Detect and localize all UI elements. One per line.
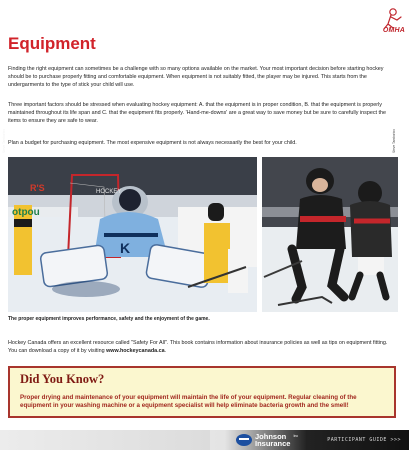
svg-text:otpou: otpou <box>12 207 40 218</box>
sponsor-line-1: Johnson <box>255 432 287 441</box>
johnson-insurance-icon <box>236 434 252 446</box>
page-title: Equipment <box>8 34 96 53</box>
callout-title: Did You Know? <box>20 372 105 386</box>
resource-paragraph <box>8 340 396 355</box>
page-footer <box>0 430 409 450</box>
svg-text:HOCKEY: HOCKEY <box>96 189 122 195</box>
photo-caption: The proper equipment improves performance, safety and the enjoyment of the game. <box>8 316 210 322</box>
omha-wordmark: OMHA <box>382 27 405 34</box>
sponsor-name <box>255 433 290 447</box>
goalie-photo <box>8 157 257 312</box>
svg-text:K: K <box>120 240 131 256</box>
photo-credit-right: Steve Tamborino <box>392 129 396 153</box>
svg-text:R'S: R'S <box>30 183 45 193</box>
factors-paragraph: Three important factors should be stressed when evaluating hockey equipment: A. that the equipment is in proper condition, B. that the equipment is properly maintained throughout its life span and C. that the equipment fits properly. 'Hand-me-downs' are a great way to save money but be sure to carefully inspect the items to ensure they are safe to wear. <box>8 102 387 124</box>
omha-logo <box>375 4 405 34</box>
footer-band <box>0 430 210 450</box>
chevron-right-icon: >>> <box>390 437 401 443</box>
intro-paragraph: Finding the right equipment can sometimes be a challenge with so many options available on the market. Your most important decision before starting hockey should be to purchase properly fitting and comfortable equipment. When equipment is not suitably fitted, the player may be injured. This starts from the undergarments to the type of stick your child will use. <box>8 66 384 88</box>
guide-label-text: PARTICIPANT GUIDE <box>327 437 387 443</box>
footer-guide-label <box>327 437 401 443</box>
hockey-canada-link[interactable]: www.hockeycanada.ca <box>106 347 165 354</box>
photo-strip <box>8 157 398 312</box>
resource-text-end: . <box>164 347 167 354</box>
photo-credit-left: Steve Tamborino <box>2 129 6 153</box>
sponsor-line-2: Insurance <box>255 439 291 448</box>
skaters-photo <box>262 157 398 312</box>
resource-text: Hockey Canada offers an excellent resource called "Safety For All". This book contains information about insurance policies as well as tips on equipment fitting. You can download a copy of it by visiting <box>8 340 388 354</box>
sponsor-sup: Inc <box>293 434 299 438</box>
did-you-know-callout <box>8 366 396 418</box>
callout-text: Proper drying and maintenance of your equipment will maintain the life of your equipment. Regular cleaning of the equipment in your washing machine or a equipment specialist will help eliminate bacteria growth and the smell! <box>20 394 357 410</box>
budget-paragraph: Plan a budget for purchasing equipment. The most expensive equipment is not always necessarily the best for your child. <box>8 140 297 147</box>
sponsor-logo <box>236 432 298 448</box>
